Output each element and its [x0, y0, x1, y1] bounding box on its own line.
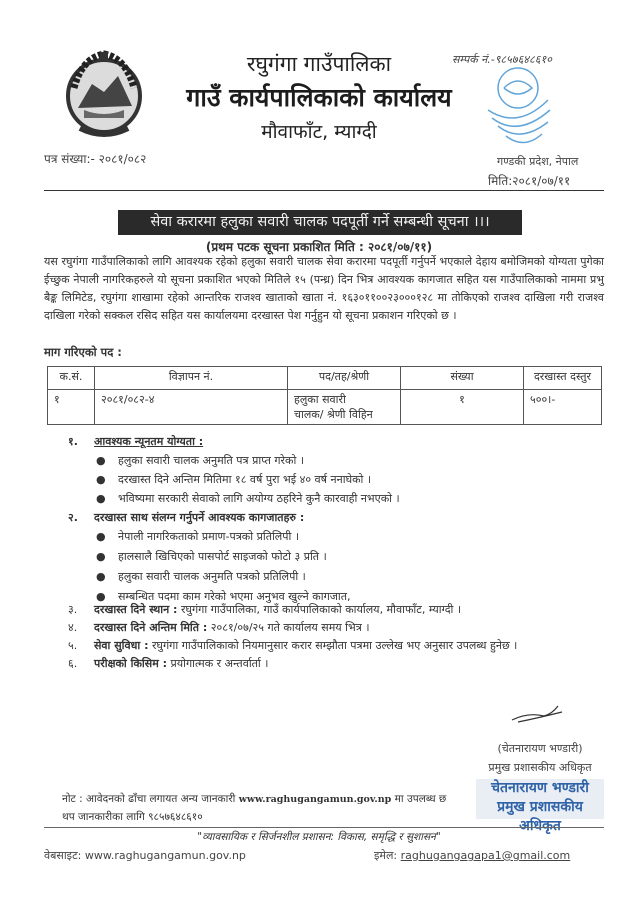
bullet-icon: ●: [96, 590, 106, 603]
list-item: ● हलुका सवारी चालक अनुमति पत्र प्राप्त गरेको ।: [96, 454, 305, 467]
col-count: संख्या: [401, 367, 524, 390]
table-header-row: [48, 367, 602, 390]
footer-motto: "व्यावसायिक र सिर्जनशील प्रशासन: विकास, समृद्धि र सुशासन": [197, 831, 441, 843]
bullet-icon: ●: [96, 570, 106, 583]
posts-table: [47, 366, 602, 425]
contact-number: सम्पर्क नं.-९८५७६४८६१०: [452, 53, 552, 66]
note-line-2: थप जानकारीका लागि ९८५७६४८६१०: [62, 811, 203, 823]
notice-subtitle: (प्रथम पटक सूचना प्रकाशित मिति : २०८१/०७/११): [205, 240, 433, 254]
col-ad-no: विज्ञापन नं.: [95, 367, 288, 390]
list-item: ● सम्बन्धित पदमा काम गरेको भएमा अनुभव खुल्ने कागजात,: [96, 590, 351, 603]
notice-title-banner: सेवा करारमा हलुका सवारी चालक पदपूर्ती गर्ने सम्बन्धी सूचना ।।।: [118, 210, 522, 235]
list-item: ● नेपाली नागरिकताको प्रमाण-पत्रको प्रतिलिपी ।: [96, 530, 300, 543]
letter-date: मिति:२०८१/०७/११: [488, 174, 571, 188]
bullet-icon: ●: [96, 550, 106, 563]
section-benefits: ५. सेवा सुविधा : रघुगंगा गाउँपालिकाको नियमानुसार करार सम्झौता पत्रमा उल्लेख भए अनुसार उपलब्ध हुनेछ ।: [68, 639, 518, 652]
province-label: गण्डकी प्रदेश, नेपाल: [497, 155, 579, 168]
section-documents: २. दरखास्त साथ संलग्न गर्नुपर्ने आवश्यक कागजातहरु :: [68, 511, 305, 524]
demanded-post-label: माग गरिएको पद :: [44, 345, 122, 359]
office-location: मौवाफाँट, म्याग्दी: [261, 121, 377, 143]
note-website-link[interactable]: www.raghugangamun.gov.np: [238, 794, 392, 805]
email-link[interactable]: raghugangagapa1@gmail.com: [400, 849, 571, 862]
bullet-icon: ●: [96, 473, 106, 486]
website-link[interactable]: www.raghugangamun.gov.np: [84, 849, 246, 862]
municipality-name: रघुगंगा गाउँपालिका: [246, 52, 392, 76]
section-deadline: ४. दरखास्त दिने अन्तिम मिति : २०८१/०७/२५ गते कार्यालय समय भित्र ।: [68, 621, 370, 634]
footer-website: वेबसाइट: www.raghugangamun.gov.np: [44, 849, 246, 862]
footer-email: इमेल: raghugangagapa1@gmail.com: [374, 849, 571, 862]
cell-ad-no: २०८१/०८२-४: [95, 390, 288, 425]
post-line-2: चालक/ श्रेणी विहिन: [294, 408, 373, 421]
table-row: [48, 390, 602, 425]
reference-number: पत्र संख्या:- २०८१/०८२: [44, 152, 147, 166]
col-post: पद/तह/श्रेणी: [288, 367, 401, 390]
cell-count: १: [401, 390, 524, 425]
section-qualification: १. आवश्यक न्यूनतम योग्यता :: [68, 435, 204, 448]
section-application-place: ३. दरखास्त दिने स्थान : रघुगंगा गाउँपालिका, गाउँ कार्यपालिकाको कार्यालय, मौवाफाँट, म्याग्दी ।: [68, 603, 462, 616]
signature-icon: [508, 700, 568, 726]
bullet-icon: ●: [96, 454, 106, 467]
signatory-name: (चेतनारायण भण्डारी): [497, 742, 583, 755]
list-item: ● दरखास्त दिने अन्तिम मितिमा १८ वर्ष पुरा भई ४० वर्ष ननाघेको ।: [96, 473, 372, 486]
office-stamp-icon: [478, 60, 558, 152]
signatory-designation: प्रमुख प्रशासकीय अधिकृत: [488, 761, 592, 774]
col-fee: दरखास्त दस्तुर: [524, 367, 602, 390]
section-exam-type: ६. परीक्षको किसिम : प्रयोगात्मक र अन्तर्वार्ता ।: [68, 657, 269, 670]
bullet-icon: ●: [96, 530, 106, 543]
col-serial: क.सं.: [48, 367, 95, 390]
office-name: गाउँ कार्यपालिकाको कार्यालय: [186, 83, 452, 112]
cell-serial: १: [48, 390, 95, 425]
name-seal: चेतनारायण भण्डारी प्रमुख प्रशासकीय अधिकृत: [476, 779, 604, 819]
footer-divider: [44, 827, 604, 828]
list-item: ● हालसालै खिचिएको पासपोर्ट साइजको फोटो ३ प्रति ।: [96, 550, 327, 563]
header-divider: [44, 190, 604, 191]
post-line-1: हलुका सवारी: [294, 393, 346, 406]
cell-post: [288, 390, 401, 425]
cell-fee: ५००।-: [524, 390, 602, 425]
list-item: ● हलुका सवारी चालक अनुमति पत्रको प्रतिलिपी ।: [96, 570, 306, 583]
list-item: ● भविष्यमा सरकारी सेवाको लागि अयोग्य ठहरिने कुनै कारवाही नभएको ।: [96, 492, 400, 505]
bullet-icon: ●: [96, 492, 106, 505]
note-line-1: नोट : आवेदनको ढाँचा लगायत अन्य जानकारी www.raghugangamun.gov.np मा उपलब्ध छ: [62, 793, 447, 805]
notice-body: यस रघुगंगा गाउँपालिकाको लागि आवश्यक रहेको हलुका सवारी चालक सेवा करारमा पदपूर्ती गर्नुपर्ने भएकाले देहाय बमोजिमको योग्यता पुगेका ईच्छुक नेपाली नागरिकहरुले यो सूचना प्रकाशित भएको मितिले १५ (पन्ध्र) दिन भित्र आवश्यक कागजात सहित यस गाउँपालिकाको नाममा प्रभु बैङ्क लिमिटेड, रघुगंगा शाखामा रहेको आन्तरिक राजश्व खाताको खाता नं. १६३०११००२३०००१२८ मा तोकिएको राजश्व दाखिला गरी राजश्व दाखिला गरेको सक्कल रसिद सहित यस कार्यालयमा दरखास्त पेश गर्नुहुन यो सूचना प्रकाशन गरिएको छ ।: [44, 255, 604, 322]
